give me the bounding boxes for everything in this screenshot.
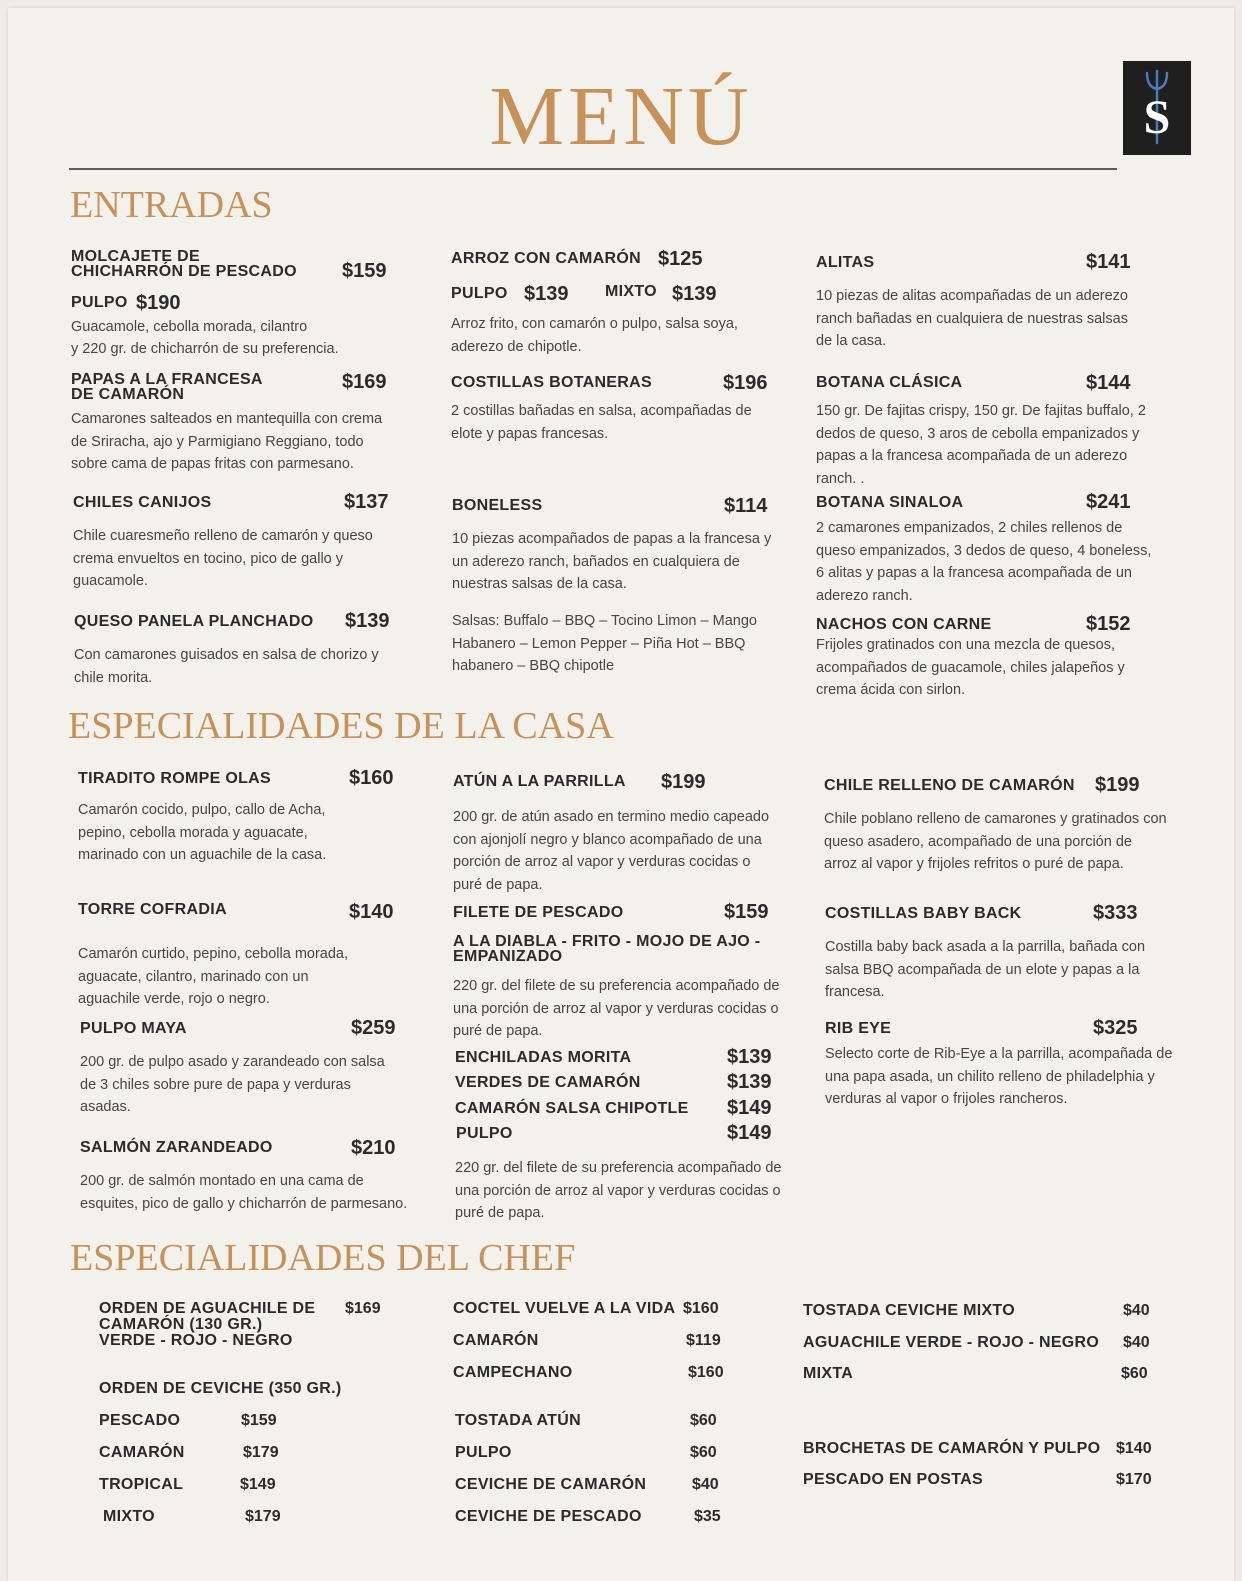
item-description: 220 gr. del filete de su preferencia acompañado de una porción de arroz al vapor y verduras cocidas o puré de papa.: [453, 978, 780, 1039]
item-price: $40: [1123, 1334, 1150, 1351]
item-name: RIB EYE: [825, 1020, 892, 1037]
item-description: Costilla baby back asada a la parrilla, bañada con salsa BBQ acompañada de un elote y papas a la francesa.: [825, 939, 1146, 1000]
item-name: BROCHETAS DE CAMARÓN Y PULPO: [803, 1440, 1101, 1457]
item-name: NACHOS CON CARNE: [816, 616, 992, 633]
item-description: 220 gr. del filete de su preferencia acompañado de una porción de arroz al vapor y verduras cocidas o puré de papa.: [455, 1160, 782, 1221]
item-name: CHILE RELLENO DE CAMARÓN: [824, 777, 1075, 794]
item-price: $179: [243, 1444, 279, 1461]
item-name: ATÚN A LA PARRILLA: [453, 773, 626, 790]
item-price: $149: [727, 1122, 772, 1144]
item-price: $140: [1116, 1440, 1152, 1457]
item-price: $160: [683, 1300, 719, 1317]
item-description: 200 gr. de salmón montado en una cama de esquites, pico de gallo y chicharrón de parmesano.: [80, 1173, 408, 1212]
item-price: $149: [727, 1097, 772, 1119]
item-description: 200 gr. de pulpo asado y zarandeado con salsa de 3 chiles sobre pure de papa y verduras asadas.: [80, 1054, 385, 1115]
item-name: COSTILLAS BOTANERAS: [451, 374, 652, 391]
item-name: COCTEL VUELVE A LA VIDA: [453, 1300, 676, 1317]
item-name: ENCHILADAS MORITA: [455, 1049, 632, 1066]
item-price: $137: [344, 491, 389, 513]
item-description: y 220 gr. de chicharrón de su preferencia.: [71, 341, 339, 357]
item-name: SALMÓN ZARANDEADO: [80, 1139, 273, 1156]
item-price: $333: [1093, 902, 1138, 924]
item-name: ARROZ CON CAMARÓN: [451, 250, 641, 267]
variant-label: PULPO: [71, 294, 128, 311]
menu-title: MENÚ: [489, 70, 753, 163]
item-price: $139: [727, 1071, 772, 1093]
item-price: $159: [724, 901, 769, 923]
item-price: $139: [672, 283, 717, 305]
item-name: CHICHARRÓN DE PESCADO: [71, 263, 297, 280]
item-price: $125: [658, 248, 703, 270]
item-price: $170: [1116, 1471, 1152, 1488]
item-price: $40: [692, 1476, 719, 1493]
item-price: $139: [524, 283, 569, 305]
item-description: Camarón cocido, pulpo, callo de Acha, pepino, cebolla morada y aguacate, marinado con un aguachile de la casa.: [78, 802, 327, 863]
item-name: PULPO: [455, 1444, 512, 1461]
item-description: 2 camarones empanizados, 2 chiles rellenos de queso empanizados, 3 dedos de queso, 4 boneless, 6 alitas y papas a la francesa acompañada de un aderezo ranch.: [816, 520, 1152, 604]
item-name: CHILES CANIJOS: [73, 494, 212, 511]
subsection-title: ORDEN DE CEVICHE (350 GR.): [99, 1380, 342, 1397]
item-price: $152: [1086, 613, 1131, 635]
section-title-chef: ESPECIALIDADES DEL CHEF: [70, 1237, 576, 1279]
item-subtitle: EMPANIZADO: [453, 948, 563, 965]
item-price: $60: [1121, 1365, 1148, 1382]
item-subtitle: A LA DIABLA - FRITO - MOJO DE AJO -: [453, 933, 761, 950]
item-price: $199: [661, 771, 706, 793]
item-name: MIXTO: [103, 1508, 155, 1525]
item-price: $169: [342, 371, 387, 393]
item-description: 150 gr. De fajitas crispy, 150 gr. De fajitas buffalo, 2 dedos de queso, 3 aros de cebolla empanizados y papas a la francesa acompañada de un aderezo ranch. .: [816, 403, 1146, 487]
item-description: Camarones salteados en mantequilla con crema de Sriracha, ajo y Parmigiano Reggiano, todo sobre cama de papas fritas con parmesano.: [71, 411, 383, 472]
item-price: $60: [690, 1444, 717, 1461]
item-name: FILETE DE PESCADO: [453, 904, 624, 921]
item-description: 200 gr. de atún asado en termino medio capeado con ajonjolí negro y blanco acompañado de una porción de arroz al vapor y verduras cocidas o puré de papa.: [453, 809, 770, 893]
item-price: $160: [688, 1364, 724, 1381]
item-description: 10 piezas acompañados de papas a la francesa y un aderezo ranch, bañados en cualquiera de nuestras salsas de la casa.: [452, 531, 772, 592]
item-price: $160: [349, 767, 394, 789]
item-name: QUESO PANELA PLANCHADO: [74, 613, 314, 630]
item-description: Selecto corte de Rib-Eye a la parrilla, acompañada de una papa asada, un chilito relleno de philadelphia y verduras al vapor o frijoles rancheros.: [825, 1046, 1173, 1107]
item-name: TORRE COFRADIA: [78, 901, 227, 918]
item-description: 10 piezas de alitas acompañadas de un aderezo ranch bañadas en cualquiera de nuestras salsas de la casa.: [816, 288, 1128, 349]
item-price: $241: [1086, 491, 1131, 513]
item-description: Guacamole, cebolla morada, cilantro: [71, 319, 308, 335]
item-name: COSTILLAS BABY BACK: [825, 905, 1022, 922]
item-price: $139: [727, 1046, 772, 1068]
item-price: $140: [349, 901, 394, 923]
item-price: $139: [345, 610, 390, 632]
variant-label: PULPO: [451, 285, 508, 302]
item-name: CEVICHE DE PESCADO: [455, 1508, 642, 1525]
item-price: $141: [1086, 251, 1131, 273]
item-name: DE CAMARÓN: [71, 386, 185, 403]
item-price: $114: [724, 495, 768, 517]
item-price: $159: [342, 260, 387, 282]
item-price: $325: [1093, 1017, 1138, 1039]
item-name: CAMARÓN: [99, 1444, 185, 1461]
item-price: $144: [1086, 372, 1131, 394]
item-name: TOSTADA CEVICHE MIXTO: [803, 1302, 1015, 1319]
item-price: $149: [240, 1476, 276, 1493]
item-name: PAPAS A LA FRANCESA: [71, 371, 263, 388]
item-name: CAMARÓN SALSA CHIPOTLE: [455, 1100, 689, 1117]
item-price: $196: [723, 372, 768, 394]
item-name: PESCADO EN POSTAS: [803, 1471, 983, 1488]
item-name: CAMARÓN: [453, 1332, 539, 1349]
item-description: Chile cuaresmeño relleno de camarón y queso crema envueltos en tocino, pico de gallo y guacamole.: [73, 528, 373, 589]
item-name: MIXTA: [803, 1365, 854, 1382]
item-name: CEVICHE DE CAMARÓN: [455, 1476, 647, 1493]
item-description: Camarón curtido, pepino, cebolla morada, aguacate, cilantro, marinado con un aguachile verde, rojo o negro.: [78, 946, 349, 1007]
item-name: AGUACHILE VERDE - ROJO - NEGRO: [803, 1334, 1100, 1351]
item-price: $169: [345, 1300, 381, 1317]
variant-label: MIXTO: [605, 283, 657, 300]
item-name: BOTANA CLÁSICA: [816, 374, 963, 391]
item-description: Con camarones guisados en salsa de chorizo y chile morita.: [74, 647, 379, 686]
item-price: $259: [351, 1017, 396, 1039]
item-name: TOSTADA ATÚN: [455, 1412, 581, 1429]
salsas-list: Salsas: Buffalo – BBQ – Tocino Limon – Mango Habanero – Lemon Pepper – Piña Hot – BBQ habanero – BBQ chipotle: [452, 613, 757, 674]
item-price: $179: [245, 1508, 281, 1525]
item-description: Chile poblano relleno de camarones y gratinados con queso asadero, acompañado de una porción de arroz al vapor y frijoles refritos o puré de papa.: [824, 811, 1167, 872]
item-name: VERDES DE CAMARÓN: [455, 1074, 641, 1091]
item-description: Frijoles gratinados con una mezcla de quesos, acompañados de guacamole, chiles jalapeños y crema ácida con sirlon.: [816, 637, 1125, 698]
item-description: Arroz frito, con camarón o pulpo, salsa soya, aderezo de chipotle.: [451, 316, 738, 355]
item-name: ALITAS: [816, 254, 875, 271]
item-price: $210: [351, 1137, 396, 1159]
item-name: MOLCAJETE DE: [71, 248, 200, 265]
item-name: PULPO: [456, 1125, 513, 1142]
item-price: $60: [690, 1412, 717, 1429]
item-name: BONELESS: [452, 497, 543, 514]
title-divider: [69, 168, 1117, 170]
item-name: TIRADITO ROMPE OLAS: [78, 770, 271, 787]
item-name: PULPO MAYA: [80, 1020, 187, 1037]
item-price: $119: [686, 1332, 721, 1349]
item-name: CAMARÓN (130 GR.): [99, 1316, 263, 1333]
item-name: ORDEN DE AGUACHILE DE: [99, 1300, 316, 1317]
trident-icon: [1123, 61, 1191, 155]
item-price: $35: [694, 1508, 721, 1525]
item-name: PESCADO: [99, 1412, 181, 1429]
item-name: VERDE - ROJO - NEGRO: [99, 1332, 293, 1349]
item-description: 2 costillas bañadas en salsa, acompañadas de elote y papas francesas.: [451, 403, 752, 442]
item-name: BOTANA SINALOA: [816, 494, 964, 511]
item-price: $159: [241, 1412, 277, 1429]
restaurant-logo: [1123, 61, 1191, 155]
item-price: $190: [136, 292, 181, 314]
section-title-entradas: ENTRADAS: [70, 184, 273, 226]
logo-letter: S: [1143, 91, 1171, 144]
item-name: TROPICAL: [99, 1476, 184, 1493]
item-price: $199: [1095, 774, 1140, 796]
item-name: CAMPECHANO: [453, 1364, 573, 1381]
item-price: $40: [1123, 1302, 1150, 1319]
section-title-casa: ESPECIALIDADES DE LA CASA: [68, 705, 614, 747]
